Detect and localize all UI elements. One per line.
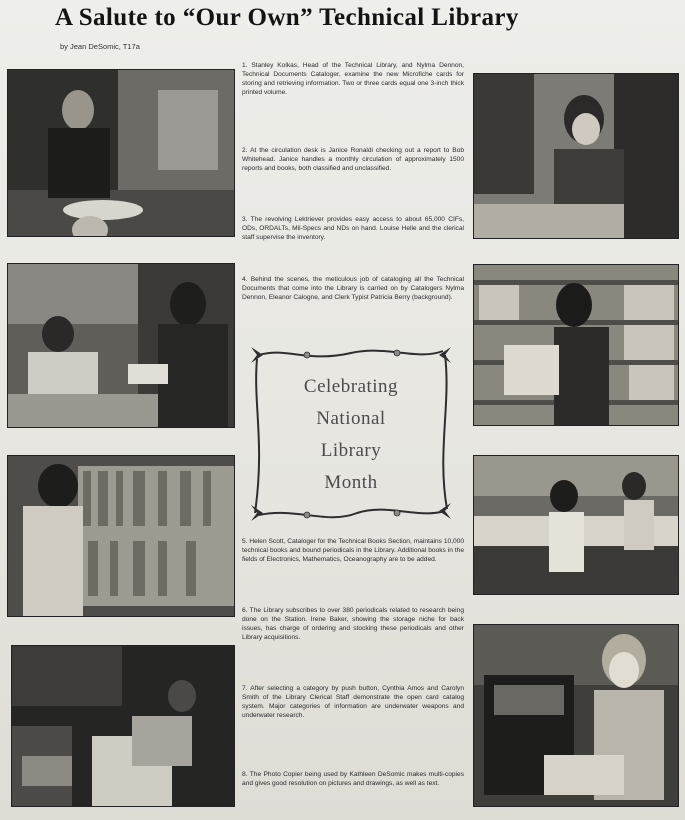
banner-line-2: National	[316, 408, 386, 429]
photo-microfiche	[7, 69, 235, 237]
caption-6: 6. The Library subscribes to over 380 periodicals related to research being done on the Station. Irene Baker, showing the storage niche for back issues, has charge of ordering and stocking these periodicals and other Library acquisitions.	[242, 607, 464, 641]
caption-4: 4. Behind the scenes, the meticulous job of cataloging all the Technical Documents that come into the Library is carried on by Catalogers Nylma Dennon, Eleanor Calogne, and Clerk Typist Patricia Berry (background).	[242, 276, 464, 301]
caption-5: 5. Helen Scott, Cataloger for the Technical Books Section, maintains 10,000 technical books and bound periodicals in the Library. Additional books in the fields of Electronics, Mathematics, Oceanography are to be added.	[242, 538, 464, 563]
banner-line-1: Celebrating	[303, 376, 399, 397]
photo-lektriever	[7, 455, 235, 617]
photo-periodicals	[473, 455, 679, 595]
photo-copier	[473, 624, 679, 807]
photo-circulation-desk	[7, 263, 235, 428]
caption-1: 1. Stanley Kolkas, Head of the Technical Library, and Nylma Dennon, Technical Documents Cataloger, examine the new Microfiche cards for storing and retrieving information. Two or three cards equal one 3-inch thick printed volume.	[242, 62, 464, 96]
article-title: A Salute to “Our Own” Technical Library	[55, 4, 519, 31]
library-month-banner	[247, 343, 455, 525]
caption-3: 3. The revolving Lektriever provides easy access to about 65,000 CIFs, ODs, ORDALTs, Mil-Specs and NDs on hand. Louise Helle and the clerical staff supervise the inventory.	[242, 216, 464, 241]
photo-technical-books	[473, 264, 679, 426]
banner-line-3: Library	[320, 440, 382, 461]
photo-card-catalog	[473, 73, 679, 239]
caption-7: 7. After selecting a category by push button, Cynthia Amos and Carolyn Smith of the Library Clerical Staff demonstrate the open card catalog system. Major categories of information are underwater weapons and underwater research.	[242, 685, 464, 719]
banner-text	[247, 371, 455, 499]
article-byline: by Jean DeSomic, T17a	[60, 42, 140, 51]
caption-8: 8. The Photo Copier being used by Kathleen DeSomic makes multi-copies and gives good resolution on pictures and drawings, as well as text.	[242, 771, 464, 787]
photo-cataloging	[11, 645, 235, 807]
banner-line-4: Month	[324, 472, 378, 493]
caption-2: 2. At the circulation desk is Janice Ronaldi checking out a report to Bob Whitehead. Janice handles a monthly circulation of approximately 1500 reports and books, both classified and unclassified.	[242, 147, 464, 172]
